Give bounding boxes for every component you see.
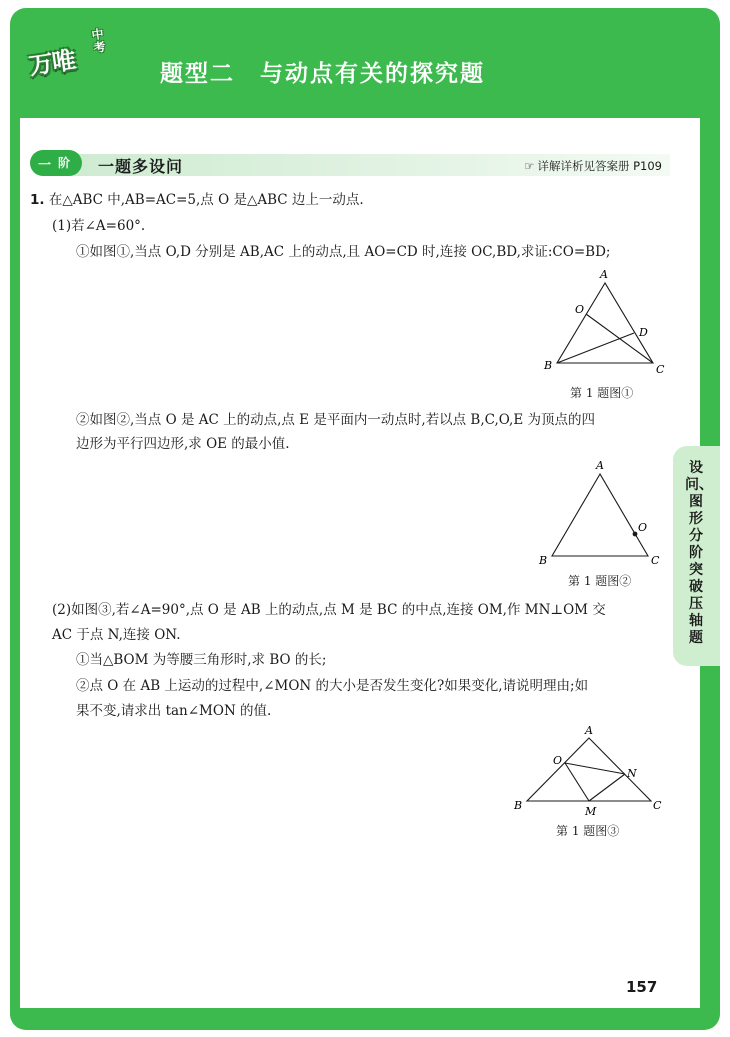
part2-question2-line2: 果不变,请求出 tan∠MON 的值. <box>76 703 272 719</box>
figure-1 <box>535 265 670 380</box>
label-c: C <box>653 799 662 812</box>
label-m: M <box>585 805 597 818</box>
segment-bd <box>557 333 634 363</box>
reference-text: 详解详析见答案册 P109 <box>537 159 662 173</box>
label-o: O <box>638 521 648 534</box>
label-a: A <box>585 724 593 737</box>
segment-mn <box>589 774 625 801</box>
problem-number: 1. <box>30 192 45 208</box>
badge-label: 阶 <box>58 156 71 170</box>
label-n: N <box>627 767 637 780</box>
part2-question1: ①当△BOM 为等腰三角形时,求 BO 的长; <box>76 652 327 668</box>
part2-intro-line2: AC 于点 N,连接 ON. <box>52 627 181 643</box>
triangle-abc <box>557 283 653 363</box>
part2-intro-line1: (2)如图③,若∠A=90°,点 O 是 AB 上的动点,点 M 是 BC 的中点,连接 OM,作 MN⊥OM 交 <box>52 602 606 618</box>
logo-sub-text: 中考 <box>90 26 107 56</box>
label-b: B <box>539 554 548 567</box>
page-number: 157 <box>626 978 658 996</box>
label-o: O <box>575 303 585 316</box>
level-badge <box>30 150 82 176</box>
segment-om <box>565 763 589 801</box>
figure-3-caption: 第 1 题图③ <box>556 824 620 838</box>
side-tab <box>673 446 720 666</box>
figure-2-caption: 第 1 题图② <box>568 574 632 588</box>
problem-stem <box>30 190 364 210</box>
figure-1-caption: 第 1 题图① <box>570 386 634 400</box>
part1-question2-line1: ②如图②,当点 O 是 AC 上的动点,点 E 是平面内一动点时,若以点 B,C,O,E 为顶点的四 <box>76 412 595 428</box>
problem-stem-text: 在△ABC 中,AB=AC=5,点 O 是△ABC 边上一动点. <box>48 192 364 208</box>
part1-question1: ①如图①,当点 O,D 分别是 AB,AC 上的动点,且 AO=CD 时,连接 OC,BD,求证:CO=BD; <box>76 244 611 260</box>
section-title: 一题多设问 <box>98 157 184 176</box>
label-a: A <box>600 268 608 281</box>
page-title: 题型二 与动点有关的探究题 <box>160 61 485 87</box>
answer-reference <box>524 158 662 174</box>
label-b: B <box>514 799 523 812</box>
badge-number: 一 <box>38 158 52 173</box>
label-d: D <box>639 326 648 339</box>
label-c: C <box>651 554 660 567</box>
figure-3 <box>510 722 670 820</box>
logo-main-text: 万唯 <box>27 46 77 81</box>
label-c: C <box>656 363 665 376</box>
side-tab-text: 设问、图形分阶突破压轴题 <box>685 460 713 646</box>
figure-2 <box>535 455 670 567</box>
part2-question2-line1: ②点 O 在 AB 上运动的过程中,∠MON 的大小是否发生变化?如果变化,请说明理由;如 <box>76 678 589 694</box>
part1-intro: (1)若∠A=60°. <box>52 218 146 234</box>
segment-on <box>565 763 625 774</box>
label-a: A <box>596 459 604 472</box>
pointing-hand-icon: ☞ <box>524 159 535 173</box>
part1-question2-line2: 边形为平行四边形,求 OE 的最小值. <box>76 436 290 452</box>
label-o: O <box>553 754 563 767</box>
point-o <box>633 532 638 537</box>
triangle-abc <box>552 474 648 556</box>
label-b: B <box>544 359 553 372</box>
section-header <box>30 150 670 178</box>
